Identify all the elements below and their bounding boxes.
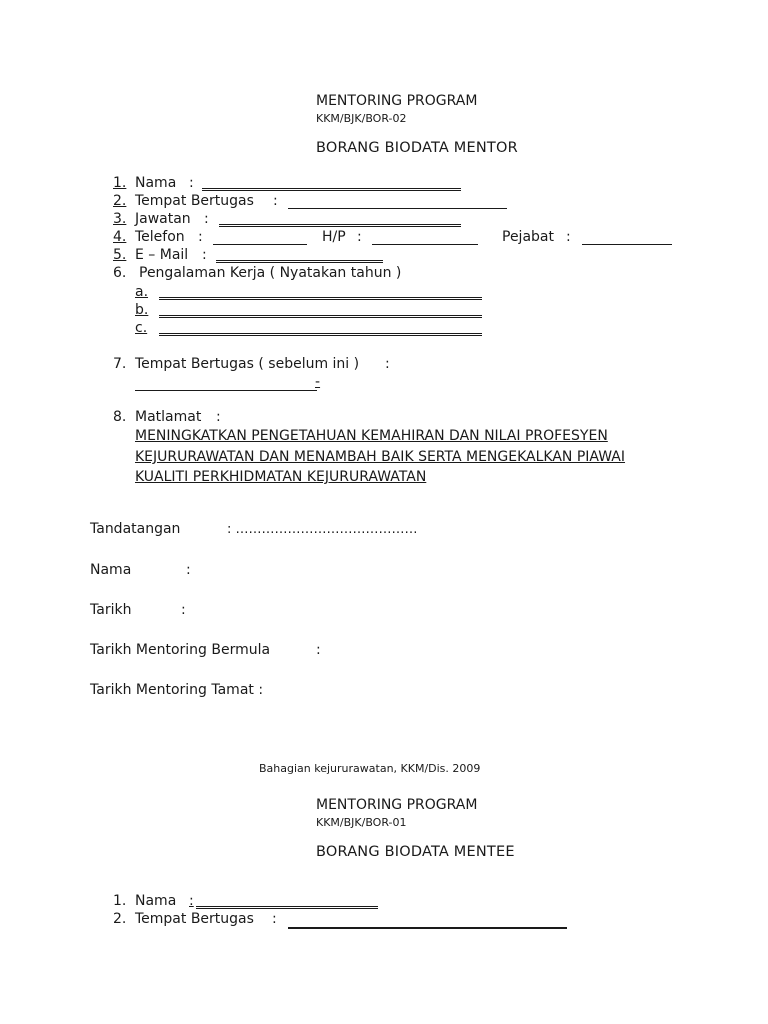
mentor-field-hp-label: H/P — [322, 229, 346, 245]
mentor-field-nama-colon: : — [189, 175, 194, 191]
mentee-form-code: KKM/BJK/BOR-01 — [316, 816, 407, 829]
mentor-field-pejabat-colon: : — [566, 229, 571, 245]
mentor-matlamat-line-1: MENINGKATKAN PENGETAHUAN KEMAHIRAN DAN NILAI PROFESYEN — [135, 428, 608, 444]
mentor-field-nama-label: Nama — [135, 175, 177, 191]
mentee-field-tempat-label: Tempat Bertugas — [135, 911, 254, 927]
mentor-field-pejabat-label: Pejabat — [502, 229, 554, 245]
mentor-field-tempat-sebelum-colon: : — [385, 356, 390, 372]
mentee-tempat-input-line[interactable] — [288, 927, 567, 929]
mentor-tempat-input-line[interactable] — [288, 208, 507, 209]
mentor-field-tempat-label: Tempat Bertugas — [135, 193, 254, 209]
tarikh-mentoring-bermula-colon: : — [316, 642, 321, 658]
mentor-pengalaman-a-input-line[interactable] — [159, 297, 482, 300]
mentor-tempat-sebelum-input-line[interactable] — [135, 390, 317, 391]
mentor-pejabat-input-line[interactable] — [582, 244, 672, 245]
mentor-field-2-number: 2. — [113, 193, 127, 209]
mentor-pengalaman-item-b: b. — [135, 302, 149, 318]
mentee-program-heading: MENTORING PROGRAM — [316, 797, 478, 813]
mentor-field-8-number: 8. — [113, 409, 127, 425]
mentor-field-jawatan-colon: : — [204, 211, 209, 227]
mentor-field-1-number: 1. — [113, 175, 127, 191]
mentor-jawatan-input-line[interactable] — [219, 224, 461, 227]
mentor-field-matlamat-label: Matlamat — [135, 409, 202, 425]
mentor-hp-input-line[interactable] — [372, 244, 478, 245]
mentor-field-matlamat-colon: : — [216, 409, 221, 425]
mentor-matlamat-line-3: KUALITI PERKHIDMATAN KEJURURAWATAN — [135, 469, 427, 485]
mentor-pengalaman-c-input-line[interactable] — [159, 333, 482, 336]
mentor-email-input-line[interactable] — [216, 260, 383, 263]
mentor-field-4-number: 4. — [113, 229, 127, 245]
mentor-pengalaman-b-input-line[interactable] — [159, 315, 482, 318]
tandatangan-dotted-field[interactable]: : …………………………………… — [227, 522, 418, 537]
mentor-field-pengalaman-label: Pengalaman Kerja ( Nyatakan tahun ) — [139, 265, 402, 281]
page-footer: Bahagian kejururawatan, KKM/Dis. 2009 — [259, 762, 481, 775]
mentor-field-tempat-sebelum-label: Tempat Bertugas ( sebelum ini ) — [135, 356, 360, 372]
mentor-field-hp-colon: : — [357, 229, 362, 245]
signature-tarikh-label: Tarikh — [90, 602, 132, 618]
mentor-matlamat-line-2: KEJURURAWATAN DAN MENAMBAH BAIK SERTA MENGEKALKAN PIAWAI — [135, 449, 626, 465]
mentor-telefon-input-line[interactable] — [213, 244, 307, 245]
mentor-field-email-label: E – Mail — [135, 247, 189, 263]
mentor-field-6-number: 6. — [113, 265, 127, 281]
mentor-form-code: KKM/BJK/BOR-02 — [316, 112, 407, 125]
mentee-field-tempat-colon: : — [272, 911, 277, 927]
mentor-field-5-number: 5. — [113, 247, 127, 263]
mentee-field-1-number: 1. — [113, 893, 127, 909]
mentee-form-title: BORANG BIODATA MENTEE — [316, 844, 515, 860]
signature-nama-label: Nama — [90, 562, 132, 578]
tandatangan-label: Tandatangan — [90, 521, 181, 537]
mentee-field-2-number: 2. — [113, 911, 127, 927]
mentor-field-tempat-colon: : — [273, 193, 278, 209]
mentor-pengalaman-item-c: c. — [135, 320, 148, 336]
mentor-field-telefon-label: Telefon — [135, 229, 185, 245]
mentee-field-nama-colon: : — [189, 893, 194, 909]
mentor-field-jawatan-label: Jawatan — [135, 211, 191, 227]
mentor-program-heading: MENTORING PROGRAM — [316, 93, 478, 109]
tarikh-mentoring-bermula-label: Tarikh Mentoring Bermula — [90, 642, 271, 658]
mentor-tempat-sebelum-dash: - — [315, 374, 321, 390]
mentor-field-3-number: 3. — [113, 211, 127, 227]
mentee-field-nama-label: Nama — [135, 893, 177, 909]
mentor-nama-input-line[interactable] — [202, 188, 461, 191]
mentee-nama-input-line[interactable] — [196, 906, 378, 909]
mentor-pengalaman-item-a: a. — [135, 284, 149, 300]
mentor-field-email-colon: : — [202, 247, 207, 263]
signature-nama-colon: : — [186, 562, 191, 578]
signature-tarikh-colon: : — [181, 602, 186, 618]
mentor-form-title: BORANG BIODATA MENTOR — [316, 140, 518, 156]
tarikh-mentoring-tamat-label: Tarikh Mentoring Tamat : — [90, 682, 264, 698]
mentor-field-telefon-colon: : — [198, 229, 203, 245]
mentor-field-7-number: 7. — [113, 356, 127, 372]
